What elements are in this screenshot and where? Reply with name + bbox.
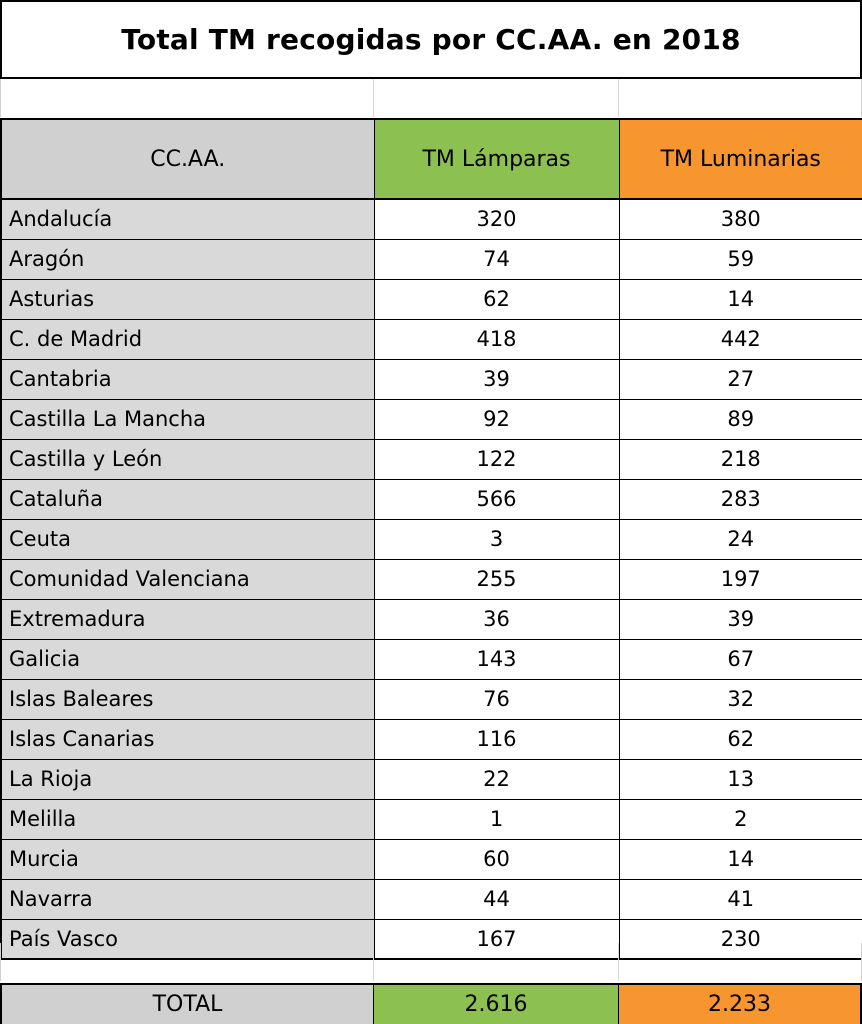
luminarias-cell: 283 (619, 479, 862, 519)
table-row (1, 239, 862, 279)
region-cell: Islas Baleares (1, 679, 374, 719)
header-row (1, 119, 862, 199)
total-label: TOTAL (2, 985, 374, 1024)
table-row (1, 359, 862, 399)
lamparas-cell: 418 (374, 319, 619, 359)
luminarias-cell: 380 (619, 199, 862, 239)
lamparas-cell: 92 (374, 399, 619, 439)
region-cell: Ceuta (1, 519, 374, 559)
header-lamparas: TM Lámparas (374, 119, 619, 199)
table-row (1, 799, 862, 839)
table-row (1, 879, 862, 919)
region-cell: Cataluña (1, 479, 374, 519)
luminarias-cell: 32 (619, 679, 862, 719)
lamparas-cell: 122 (374, 439, 619, 479)
luminarias-cell: 27 (619, 359, 862, 399)
header-region: CC.AA. (1, 119, 374, 199)
table-title: Total TM recogidas por CC.AA. en 2018 (0, 0, 862, 79)
lamparas-cell: 36 (374, 599, 619, 639)
lamparas-cell: 22 (374, 759, 619, 799)
table-row (1, 639, 862, 679)
luminarias-cell: 218 (619, 439, 862, 479)
spacer-row-top (0, 79, 862, 117)
header-luminarias: TM Luminarias (619, 119, 862, 199)
lamparas-cell: 255 (374, 559, 619, 599)
table-row (1, 519, 862, 559)
table-row (1, 839, 862, 879)
lamparas-cell: 320 (374, 199, 619, 239)
region-cell: Navarra (1, 879, 374, 919)
total-lamparas: 2.616 (374, 985, 619, 1024)
lamparas-cell: 60 (374, 839, 619, 879)
lamparas-cell: 74 (374, 239, 619, 279)
spacer-row-bottom (0, 943, 862, 981)
region-cell: Extremadura (1, 599, 374, 639)
region-cell: Aragón (1, 239, 374, 279)
lamparas-cell: 3 (374, 519, 619, 559)
region-cell: Melilla (1, 799, 374, 839)
region-cell: Castilla La Mancha (1, 399, 374, 439)
luminarias-cell: 59 (619, 239, 862, 279)
table-row (1, 759, 862, 799)
table-row (1, 279, 862, 319)
lamparas-cell: 44 (374, 879, 619, 919)
luminarias-cell: 14 (619, 279, 862, 319)
table-row (1, 719, 862, 759)
luminarias-cell: 14 (619, 839, 862, 879)
lamparas-cell: 62 (374, 279, 619, 319)
luminarias-cell: 41 (619, 879, 862, 919)
table-row (1, 439, 862, 479)
region-cell: C. de Madrid (1, 319, 374, 359)
total-luminarias: 2.233 (619, 985, 860, 1024)
table-row (1, 199, 862, 239)
luminarias-cell: 230 (619, 919, 862, 959)
region-cell: País Vasco (1, 919, 374, 959)
lamparas-cell: 39 (374, 359, 619, 399)
table-body (1, 199, 862, 959)
table-row (1, 679, 862, 719)
region-cell: Islas Canarias (1, 719, 374, 759)
luminarias-cell: 197 (619, 559, 862, 599)
luminarias-cell: 13 (619, 759, 862, 799)
region-cell: Murcia (1, 839, 374, 879)
lamparas-cell: 566 (374, 479, 619, 519)
region-cell: Cantabria (1, 359, 374, 399)
luminarias-cell: 39 (619, 599, 862, 639)
luminarias-cell: 62 (619, 719, 862, 759)
table-row (1, 559, 862, 599)
luminarias-cell: 67 (619, 639, 862, 679)
region-cell: Castilla y León (1, 439, 374, 479)
luminarias-cell: 2 (619, 799, 862, 839)
region-cell: Asturias (1, 279, 374, 319)
table-row (1, 399, 862, 439)
lamparas-cell: 1 (374, 799, 619, 839)
data-table (0, 118, 862, 960)
table-row (1, 319, 862, 359)
luminarias-cell: 89 (619, 399, 862, 439)
luminarias-cell: 24 (619, 519, 862, 559)
lamparas-cell: 116 (374, 719, 619, 759)
region-cell: Andalucía (1, 199, 374, 239)
lamparas-cell: 143 (374, 639, 619, 679)
table-row (1, 599, 862, 639)
luminarias-cell: 442 (619, 319, 862, 359)
table-row (1, 479, 862, 519)
lamparas-cell: 167 (374, 919, 619, 959)
region-cell: Comunidad Valenciana (1, 559, 374, 599)
region-cell: La Rioja (1, 759, 374, 799)
total-row (0, 983, 862, 1024)
region-cell: Galicia (1, 639, 374, 679)
lamparas-cell: 76 (374, 679, 619, 719)
